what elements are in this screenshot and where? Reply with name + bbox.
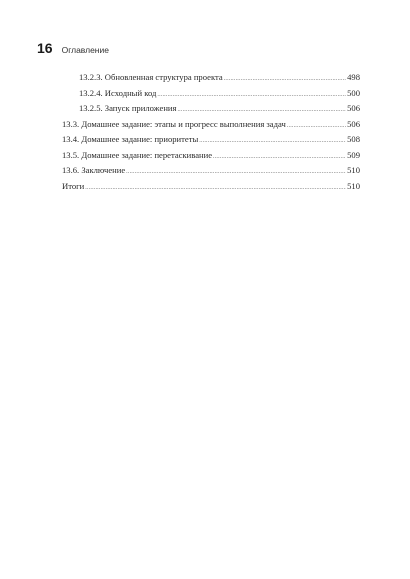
toc-entry-title: 13.4. Домашнее задание: приоритеты: [62, 134, 199, 144]
dot-leader: [224, 72, 346, 88]
dot-leader: [287, 119, 346, 135]
dot-leader: [213, 150, 346, 166]
toc-entry-page: 506: [347, 103, 360, 113]
toc-entry[interactable]: [62, 179, 360, 195]
running-header: [37, 40, 109, 56]
dot-leader: [126, 165, 346, 181]
table-of-contents: [62, 70, 360, 194]
toc-entry-page: 508: [347, 134, 360, 144]
toc-entry[interactable]: [62, 117, 360, 133]
toc-entry[interactable]: [62, 101, 360, 117]
toc-entry-page: 498: [347, 72, 360, 82]
running-header-title: Оглавление: [61, 45, 109, 55]
toc-entry-title: Итоги: [62, 180, 85, 191]
toc-entry[interactable]: [62, 163, 360, 179]
toc-entry-title: 13.6. Заключение: [62, 165, 126, 175]
toc-entry[interactable]: [62, 70, 360, 86]
toc-entry-title: 13.2.5. Запуск приложения: [79, 103, 177, 113]
toc-entry[interactable]: [62, 132, 360, 148]
toc-entry-page: 509: [347, 149, 360, 160]
toc-entry-page: 500: [347, 87, 360, 98]
page-number: 16: [37, 40, 53, 56]
dot-leader: [85, 181, 346, 197]
dot-leader: [157, 88, 346, 104]
toc-entry-title: 13.5. Домашнее задание: перетаскивание: [62, 149, 213, 160]
toc-entry-title: 13.2.3. Обновленная структура проекта: [79, 72, 223, 82]
toc-entry-title: 13.2.4. Исходный код: [79, 87, 157, 98]
toc-entry-title: 13.3. Домашнее задание: этапы и прогресс выполнения задач: [62, 118, 286, 129]
toc-entry-page: 506: [347, 118, 360, 129]
dot-leader: [199, 134, 346, 150]
toc-entry[interactable]: [62, 86, 360, 102]
toc-entry-page: 510: [347, 165, 360, 175]
toc-entry[interactable]: [62, 148, 360, 164]
toc-entry-page: 510: [347, 180, 360, 191]
